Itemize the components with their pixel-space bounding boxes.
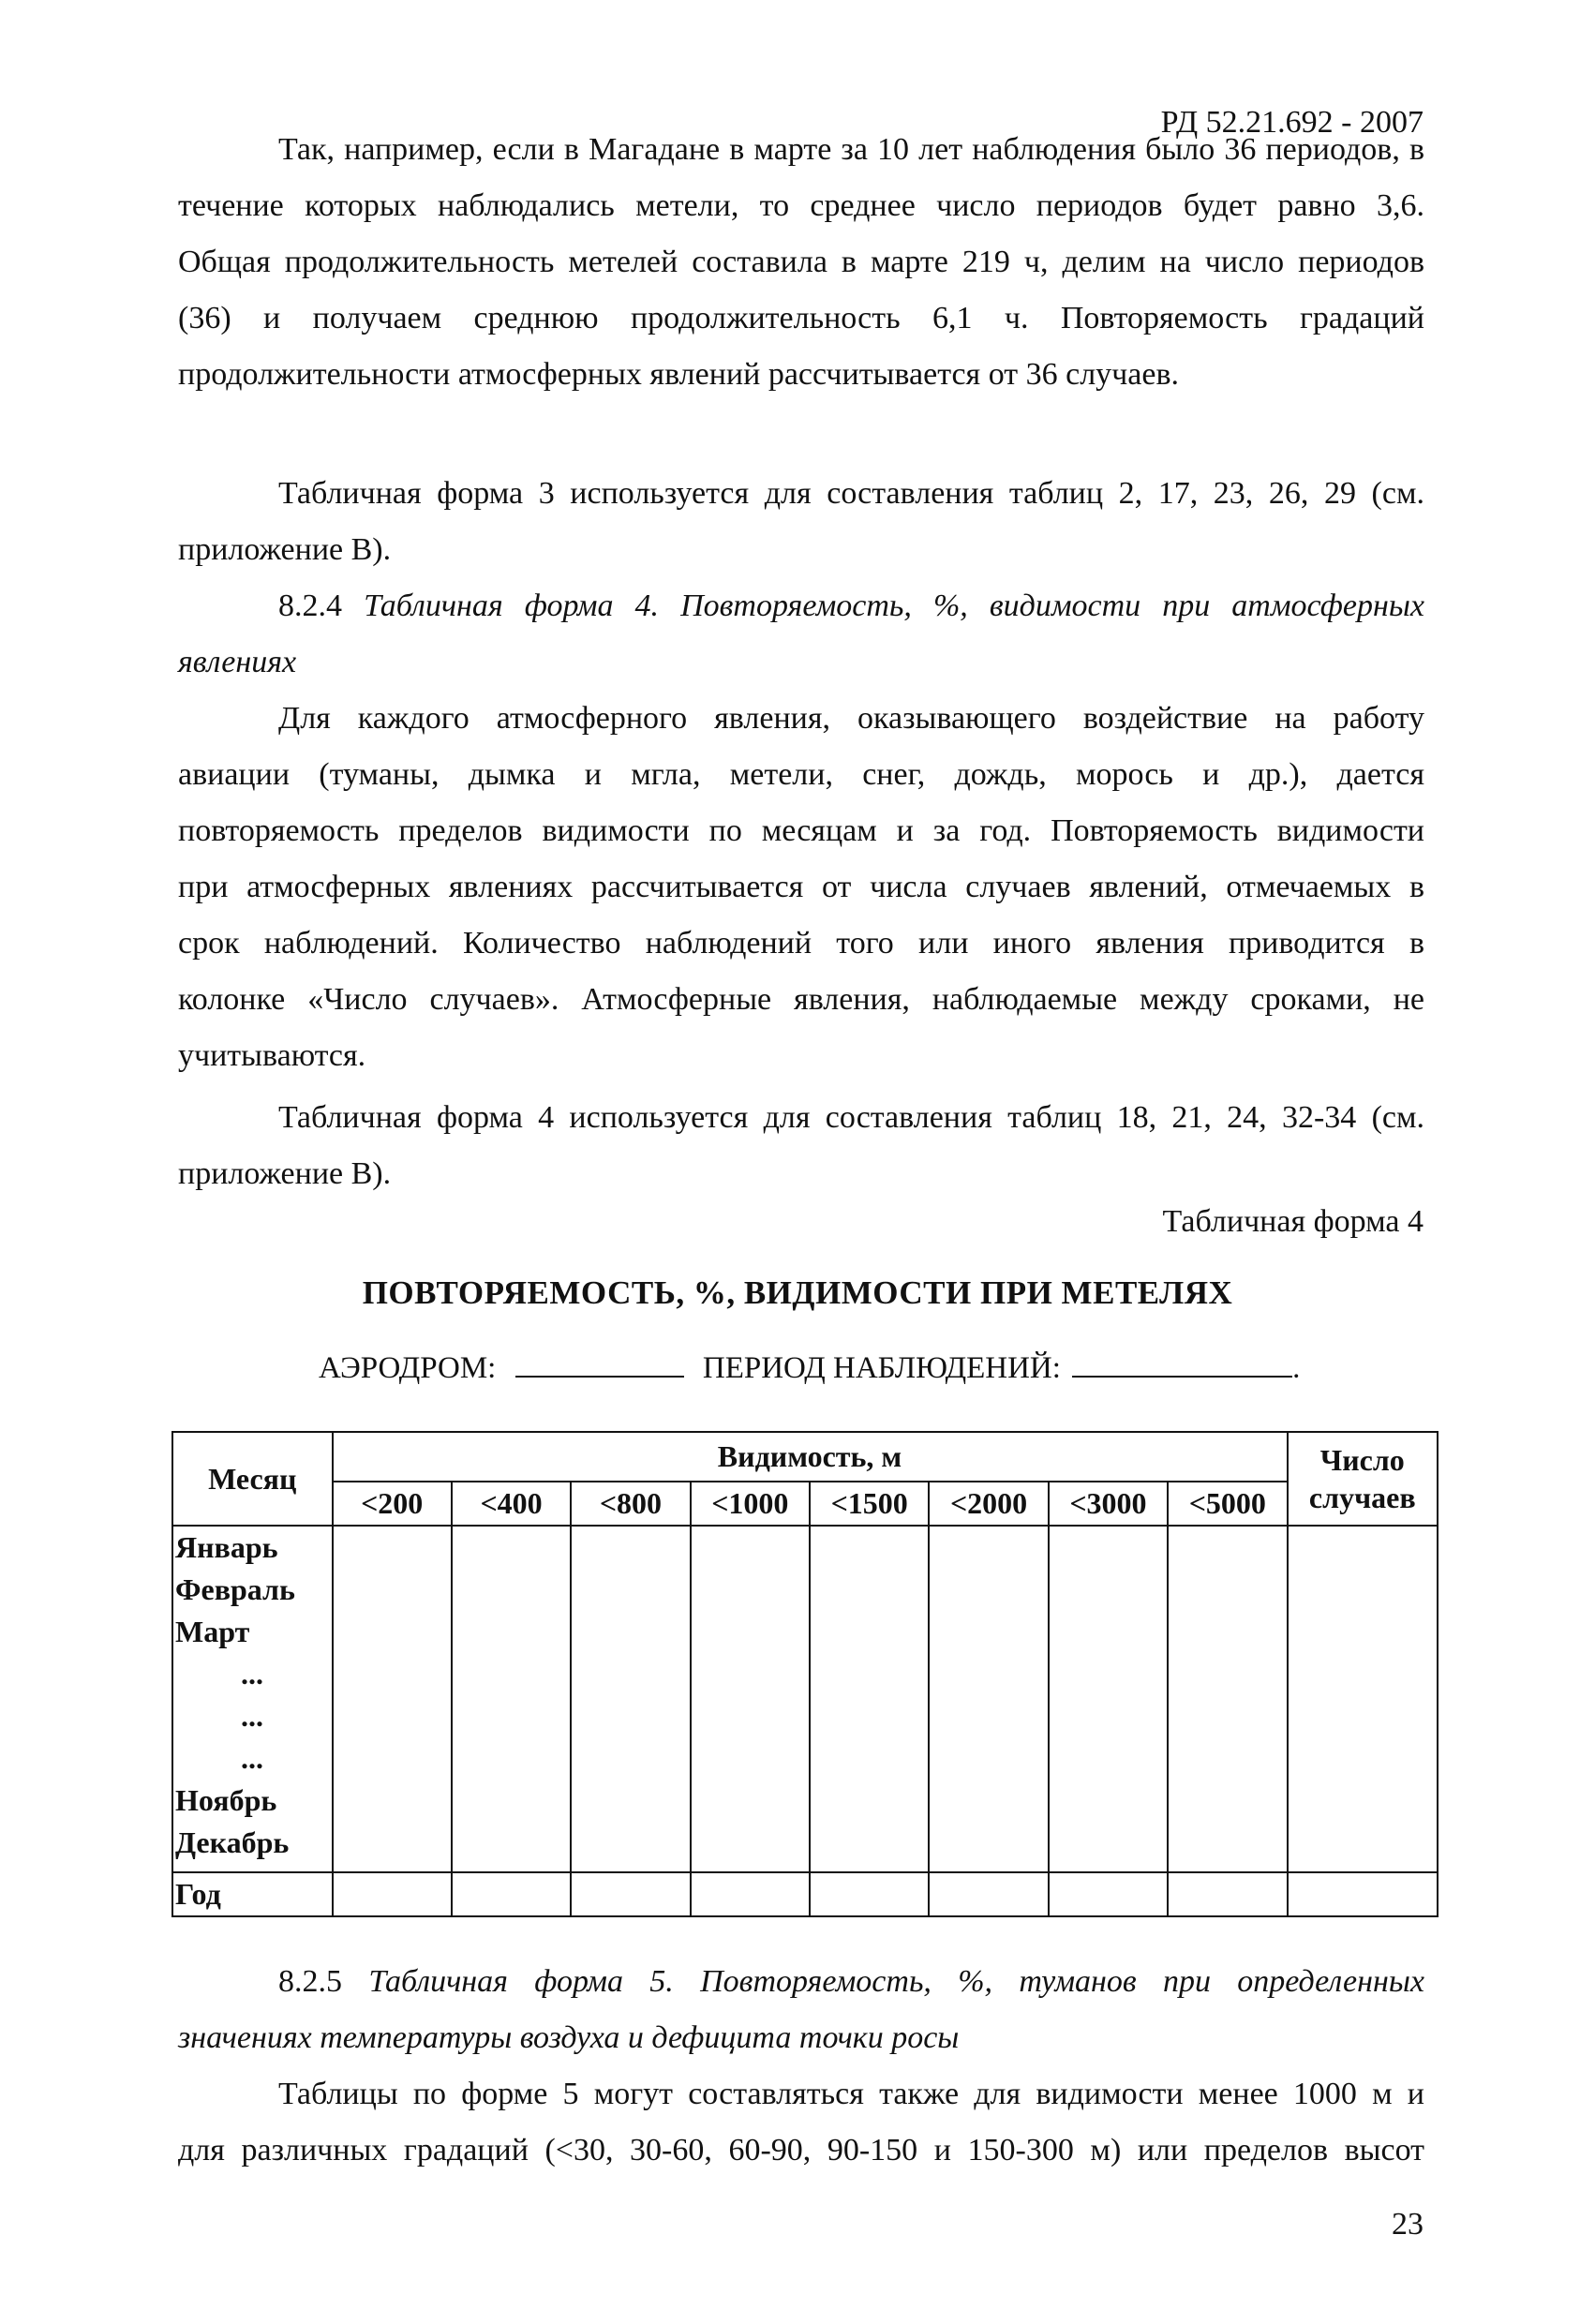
data-cell	[571, 1872, 690, 1916]
paragraph-phenomena-description	[178, 691, 1424, 1084]
data-cell	[1288, 1872, 1438, 1916]
data-cell	[691, 1526, 810, 1872]
section-number: 8.2.4	[278, 588, 342, 623]
month-list	[172, 1526, 333, 1872]
section-title-continuation: значениях температуры воздуха и дефицита точки росы	[178, 2020, 960, 2055]
data-cell	[929, 1872, 1048, 1916]
data-cell	[810, 1872, 929, 1916]
data-cell	[452, 1526, 571, 1872]
data-cell	[929, 1526, 1048, 1872]
section-heading-line	[178, 578, 1424, 634]
text-line: Табличная форма 3 используется для составления таблиц 2, 17, 23, 26, 29 (см.	[278, 476, 1424, 511]
month-ellipsis: ...	[241, 1741, 263, 1775]
threshold-header: <2000	[929, 1482, 1048, 1526]
data-cell	[333, 1526, 452, 1872]
text-line: повторяемость пределов видимости по месяцам и за год. Повторяемость видимости	[178, 813, 1424, 848]
paragraph-form4-usage	[178, 1090, 1424, 1202]
document-code: РД 52.21.692 - 2007	[1160, 105, 1424, 140]
period-blank	[1072, 1349, 1292, 1378]
aerodrome-period-line: АЭРОДРОМ: ПЕРИОД НАБЛЮДЕНИЙ: .	[319, 1351, 1301, 1385]
header-visibility: Видимость, м	[333, 1432, 1288, 1482]
section-title: Табличная форма 5. Повторяемость, %, туманов при определенных	[368, 1964, 1424, 1999]
section-title-continuation: явлениях	[178, 645, 297, 679]
text-line: течение которых наблюдались метели, то среднее число периодов будет равно 3,6.	[178, 188, 1424, 223]
aerodrome-label: АЭРОДРОМ:	[319, 1351, 497, 1385]
months-row	[172, 1526, 1438, 1872]
section-number: 8.2.5	[278, 1964, 342, 1999]
text-line: приложение В).	[178, 532, 392, 567]
month-label: Декабрь	[175, 1825, 290, 1859]
text-line: авиации (туманы, дымка и мгла, метели, снег, дождь, морось и др.), дается	[178, 757, 1424, 792]
header-count-line1: Число	[1319, 1443, 1405, 1477]
text-line: срок наблюдений. Количество наблюдений того или иного явления приводится в	[178, 926, 1424, 961]
data-cell	[1168, 1526, 1287, 1872]
paragraph-form3-usage	[178, 466, 1424, 578]
text-line: Так, например, если в Магадане в марте за 10 лет наблюдения было 36 периодов, в	[278, 132, 1424, 167]
month-ellipsis: ...	[241, 1657, 263, 1691]
form-label: Табличная форма 4	[1162, 1204, 1424, 1239]
text-line: Табличная форма 4 используется для составления таблиц 18, 21, 24, 32-34 (см.	[278, 1100, 1424, 1135]
data-cell	[1288, 1526, 1438, 1872]
text-line: колонке «Число случаев». Атмосферные явления, наблюдаемые между сроками, не	[178, 982, 1424, 1017]
period-label: ПЕРИОД НАБЛЮДЕНИЙ:	[702, 1351, 1061, 1385]
section-heading-8-2-4	[178, 578, 1424, 691]
threshold-header: <3000	[1049, 1482, 1168, 1526]
month-label: Март	[175, 1615, 250, 1648]
text-line: продолжительности атмосферных явлений рассчитывается от 36 случаев.	[178, 357, 1179, 392]
paragraph-form5-description	[178, 2066, 1424, 2179]
month-label: Ноябрь	[175, 1783, 277, 1817]
page-number: 23	[1392, 2207, 1424, 2242]
text-line: Для каждого атмосферного явления, оказывающего воздействие на работу	[278, 701, 1424, 736]
text-line: Таблицы по форме 5 могут составляться также для видимости менее 1000 м и	[278, 2077, 1424, 2111]
text-line: учитываются.	[178, 1038, 366, 1073]
text-line: при атмосферных явлениях рассчитывается от числа случаев явлений, отмечаемых в	[178, 870, 1424, 904]
visibility-table	[171, 1431, 1438, 1917]
section-heading-8-2-5	[178, 1954, 1424, 2066]
threshold-header: <400	[452, 1482, 571, 1526]
paragraph-magadan-example	[178, 122, 1424, 403]
data-cell	[1168, 1872, 1287, 1916]
threshold-header: <5000	[1168, 1482, 1287, 1526]
header-month: Месяц	[172, 1432, 333, 1526]
month-label: Январь	[175, 1530, 278, 1564]
threshold-header: <1000	[691, 1482, 810, 1526]
aerodrome-blank	[515, 1349, 684, 1378]
text-line: для различных градаций (<30, 30-60, 60-90, 90-150 и 150-300 м) или пределов высот	[178, 2133, 1424, 2168]
month-label: Февраль	[175, 1572, 295, 1606]
form-title: ПОВТОРЯЕМОСТЬ, %, ВИДИМОСТИ ПРИ МЕТЕЛЯХ	[362, 1274, 1233, 1311]
month-ellipsis: ...	[241, 1699, 263, 1733]
data-cell	[452, 1872, 571, 1916]
year-label: Год	[172, 1872, 333, 1916]
text-line: приложение В).	[178, 1156, 392, 1191]
data-cell	[333, 1872, 452, 1916]
threshold-header: <1500	[810, 1482, 929, 1526]
section-heading-line	[178, 1954, 1424, 2010]
header-count-line2: случаев	[1308, 1481, 1416, 1514]
data-cell	[1049, 1526, 1168, 1872]
header-count	[1288, 1432, 1438, 1526]
data-cell	[810, 1526, 929, 1872]
data-cell	[571, 1526, 690, 1872]
text-line: Общая продолжительность метелей составила в марте 219 ч, делим на число периодов	[178, 245, 1424, 279]
section-title: Табличная форма 4. Повторяемость, %, видимости при атмосферных	[364, 588, 1425, 623]
text-line: (36) и получаем среднюю продолжительность 6,1 ч. Повторяемость градаций	[178, 301, 1424, 335]
data-cell	[691, 1872, 810, 1916]
data-cell	[1049, 1872, 1168, 1916]
threshold-header: <200	[333, 1482, 452, 1526]
year-row	[172, 1872, 1438, 1916]
threshold-header: <800	[571, 1482, 690, 1526]
